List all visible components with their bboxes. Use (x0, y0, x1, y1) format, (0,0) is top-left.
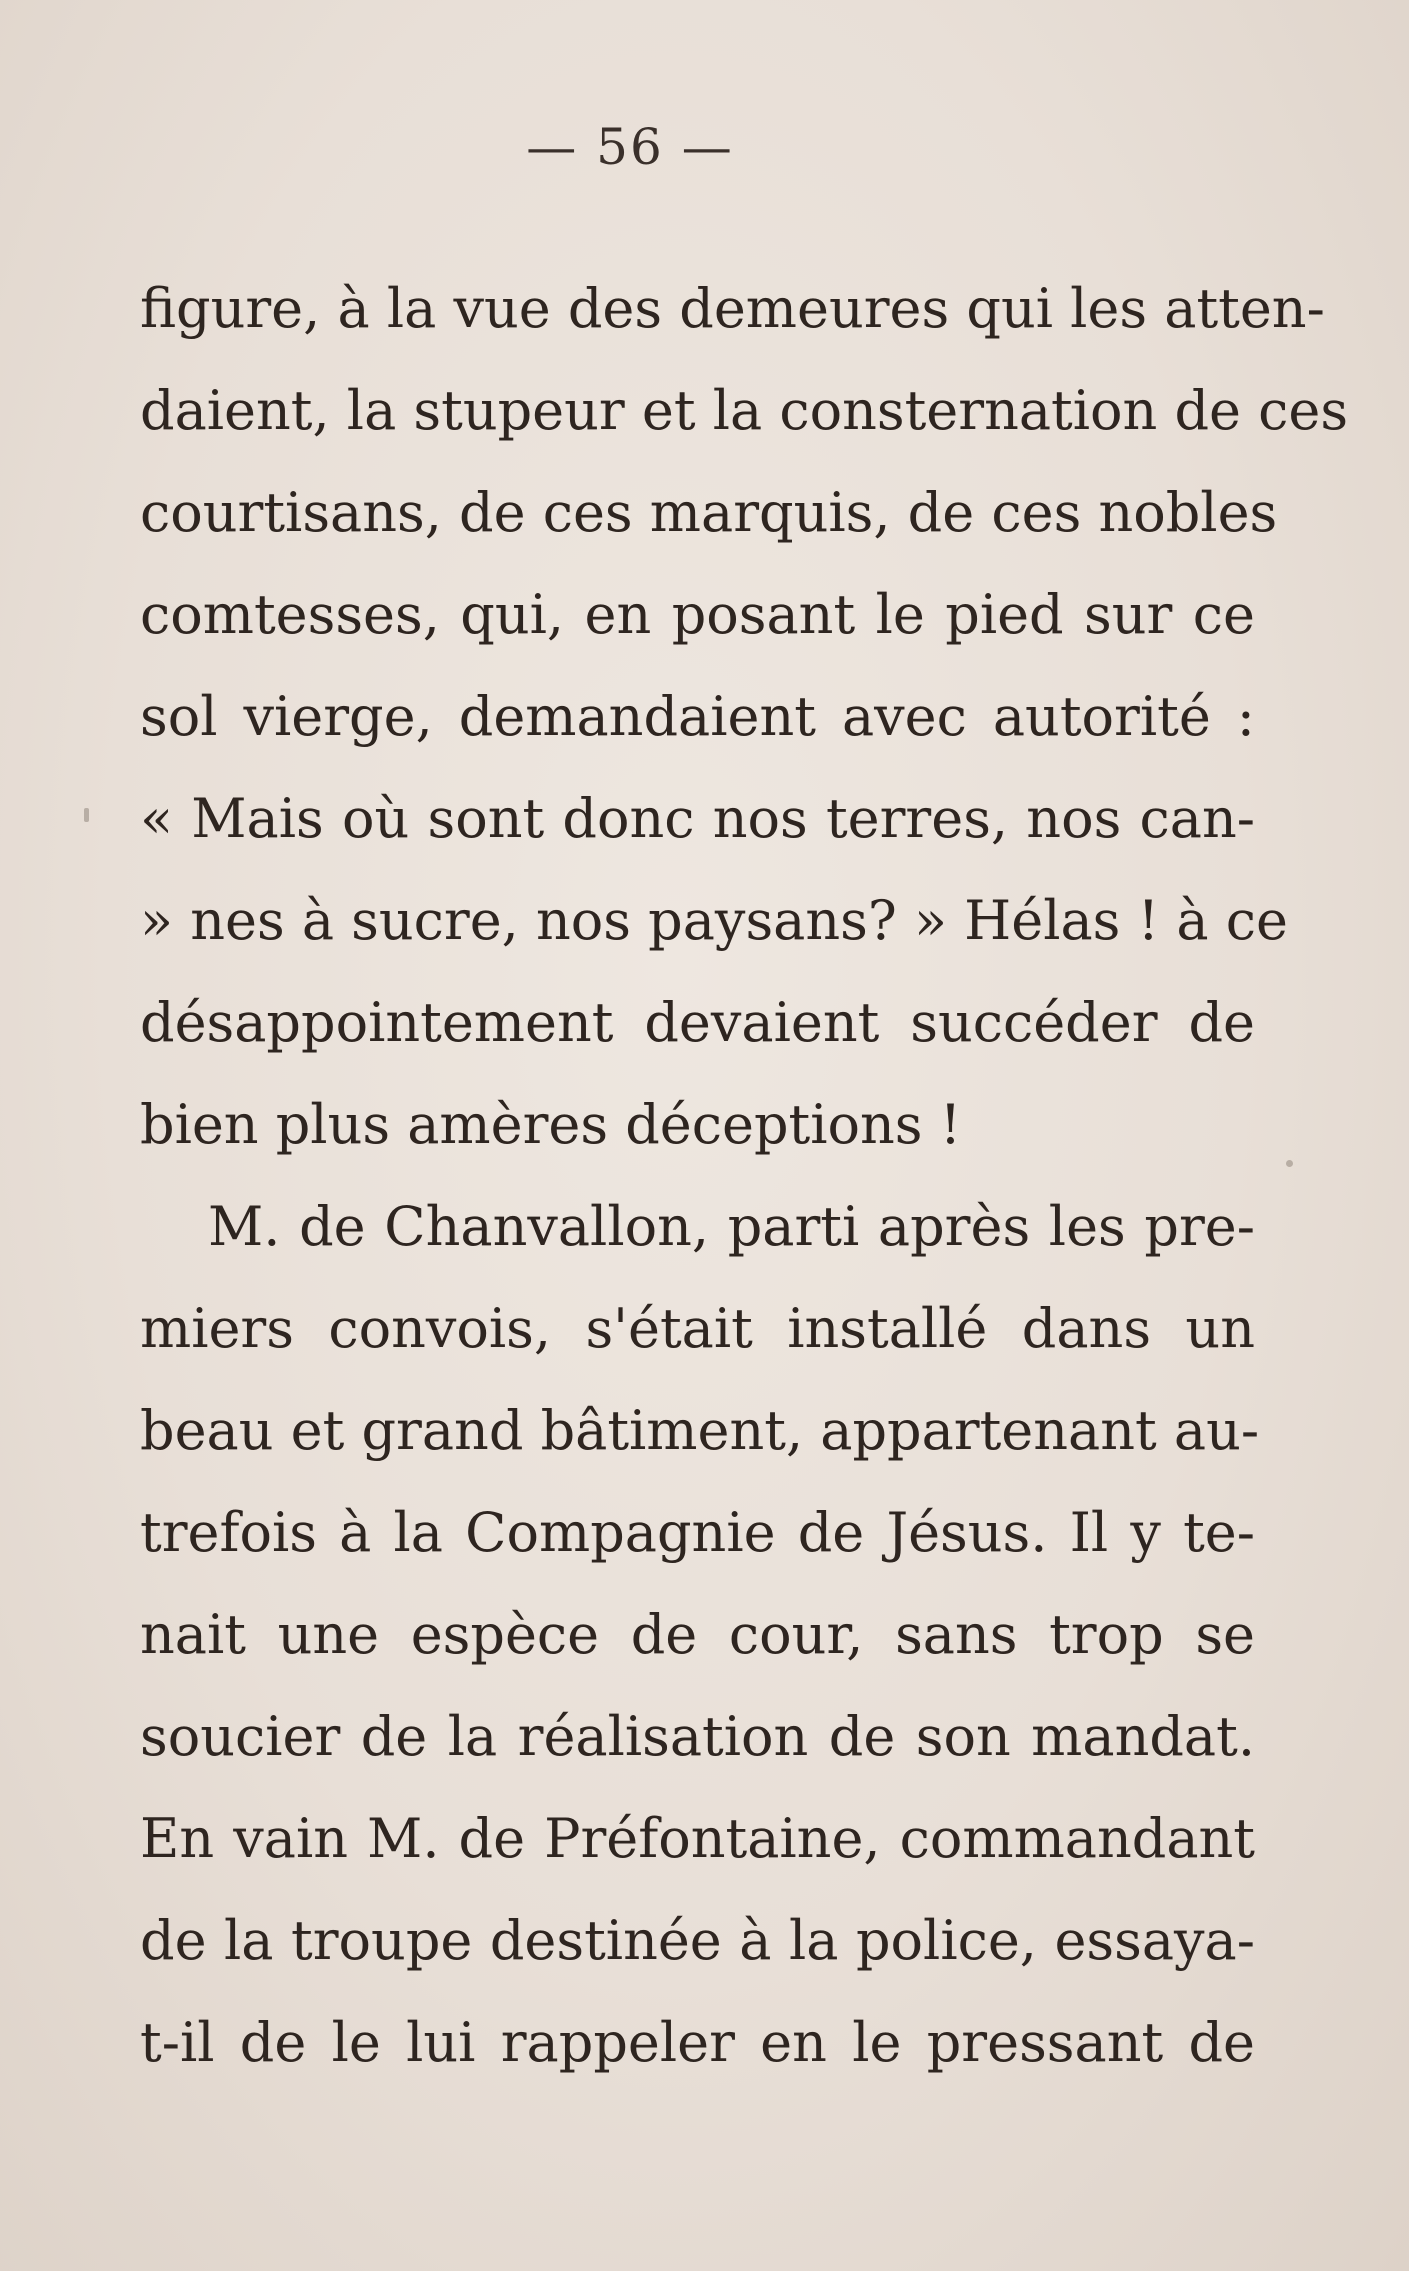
body-text (140, 258, 1349, 2094)
text-line: » nes à sucre, nos paysans? » Hélas ! à ce (140, 889, 1288, 952)
text-line: soucier de la réalisation de son mandat. (140, 1705, 1255, 1768)
text-line: En vain M. de Préfontaine, commandant (140, 1807, 1255, 1870)
text-line: nait une espèce de cour, sans trop se (140, 1603, 1255, 1666)
paper-speck (84, 808, 89, 822)
page-number: — 56 — (526, 118, 734, 176)
text-line: sol vierge, demandaient avec autorité : (140, 685, 1255, 748)
text-line: courtisans, de ces marquis, de ces nobles (140, 481, 1278, 544)
text-line: daient, la stupeur et la consternation de ces (140, 379, 1349, 442)
text-line: désappointement devaient succéder de (140, 991, 1255, 1054)
text-line: miers convois, s'était installé dans un (140, 1297, 1255, 1360)
text-line: comtesses, qui, en posant le pied sur ce (140, 583, 1255, 646)
text-line: trefois à la Compagnie de Jésus. Il y te- (140, 1501, 1255, 1564)
text-line: t-il de le lui rappeler en le pressant de (140, 2011, 1255, 2074)
text-line: beau et grand bâtiment, appartenant au- (140, 1399, 1260, 1462)
paragraph-end-line: bien plus amères déceptions ! (140, 1093, 962, 1156)
text-line: de la troupe destinée à la police, essaya- (140, 1909, 1255, 1972)
paper-speck (1286, 1160, 1293, 1167)
text-line: « Mais où sont donc nos terres, nos can- (140, 787, 1255, 850)
text-line: figure, à la vue des demeures qui les atten- (140, 277, 1325, 340)
paragraph-start-line: M. de Chanvallon, parti après les pre- (208, 1195, 1255, 1258)
